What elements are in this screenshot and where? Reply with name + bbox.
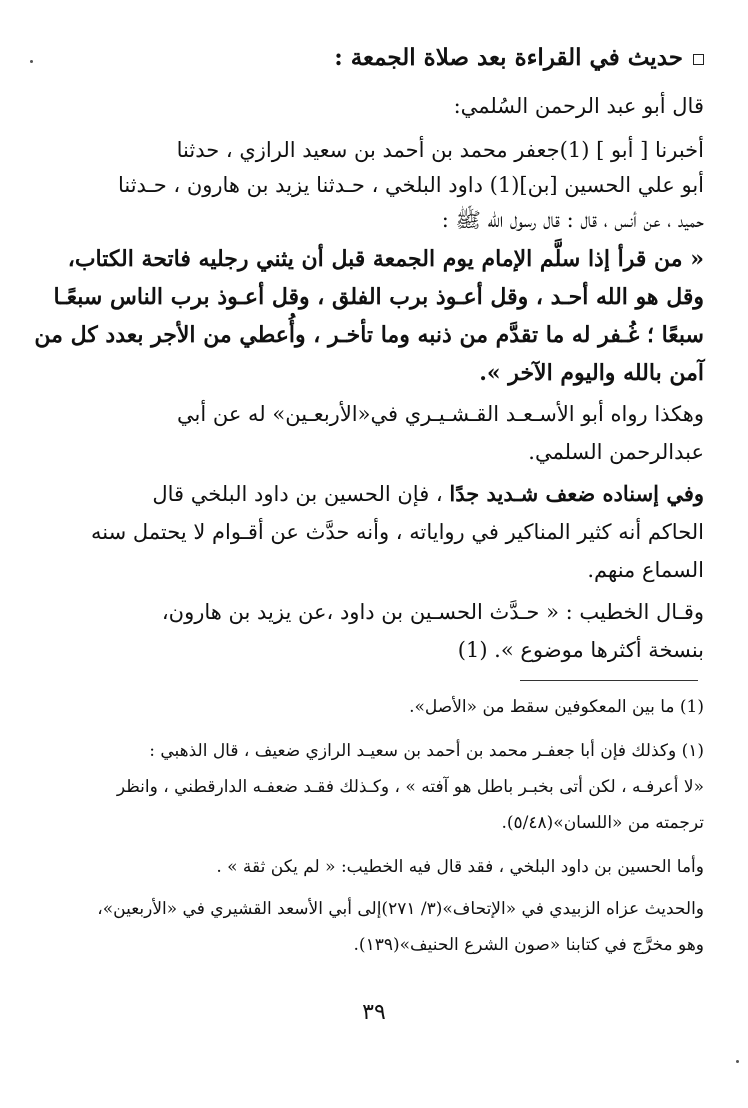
para4-line-1: وقـال الخطيب : « حـدَّث الحسـين بن داود ،عن يزيد بن هارون، (161, 600, 704, 624)
para2-line-1: وهكذا رواه أبو الأسـعـد القـشـيـري في«الأربعـين» له عن أبي (177, 402, 704, 426)
footnote-separator (520, 680, 698, 681)
footnote-2-line-3: ترجمته من «اللسان»(٥/٤٨). (501, 813, 704, 833)
page-number: ٣٩ (362, 1000, 386, 1025)
para3-line-3: السماع منهم. (587, 558, 704, 582)
isnad-line-1: أخبرنا [ أبو ] (1)جعفر محمد بن أحمد بن سعيد الرازي ، حدثنا (176, 138, 704, 162)
para2-line-2: عبدالرحمن السلمي. (528, 440, 704, 464)
hadith-line-3: سبعًا ؛ غُـفر له ما تقدَّم من ذنبه وما تأخـر ، وأُعطي من الأجر بعدد كل من (34, 322, 704, 348)
footnote-2-line-1: (١) وكذلك فإن أبا جعفـر محمد بن أحمد بن سعيـد الرازي ضعيف ، قال الذهبي : (149, 741, 704, 761)
intro-line: قال أبو عبد الرحمن السُلمي: (453, 94, 704, 118)
isnad-line-3: حميد ، عن أنس ، قال : قال رسول الله ﷺ : (441, 208, 704, 232)
section-heading: حديث في القراءة بعد صلاة الجمعة : (96, 44, 704, 71)
hadith-line-4: آمن بالله واليوم الآخر ». (479, 360, 704, 386)
footnote-3: وأما الحسين بن داود البلخي ، فقد قال فيه الخطيب: « لم يكن ثقة » . (216, 857, 704, 877)
scan-speck (736, 1060, 739, 1063)
footnote-4-line-1: والحديث عزاه الزبيدي في «الإتحاف»(٣/ ٢٧١)إلى أبي الأسعد القشيري في «الأربعين»، (97, 899, 704, 919)
hadith-line-2: وقل هو الله أحـد ، وقل أعـوذ برب الفلق ، وقل أعـوذ برب الناس سبعًـا (53, 284, 704, 310)
footnote-1: (1) ما بين المعكوفين سقط من «الأصل». (409, 697, 704, 717)
footnote-2-line-2: «لا أعرفـه ، لكن أتى بخبـر باطل هو آفته » ، وكـذلك فقـد ضعفـه الدارقطني ، وانظر (116, 777, 704, 797)
square-bullet-icon (693, 54, 704, 65)
para3-line-1: وفي إسناده ضعف شـديد جدًا ، فإن الحسين بن داود البلخي قال (152, 481, 704, 506)
hadith-line-1: « من قرأ إذا سلَّم الإمام يوم الجمعة قبل أن يثني رجليه فاتحة الكتاب، (67, 246, 704, 272)
para3-line-2: الحاكم أنه كثير المناكير في رواياته ، وأنه حدَّث عن أقـوام لا يحتمل سنه (91, 520, 704, 544)
para4-line-2: بنسخة أكثرها موضوع ». (1) (457, 638, 704, 662)
isnad-line-2: أبو علي الحسين [بن](1) داود البلخي ، حـدثنا يزيد بن هارون ، حـدثنا (117, 173, 704, 197)
scan-speck (30, 60, 33, 63)
weak-chain-emphasis: وفي إسناده ضعف شـديد جدًا (449, 481, 704, 506)
footnote-4-line-2: وهو مخرَّج في كتابنا «صون الشرع الحنيف»(١٣٩). (353, 935, 704, 955)
